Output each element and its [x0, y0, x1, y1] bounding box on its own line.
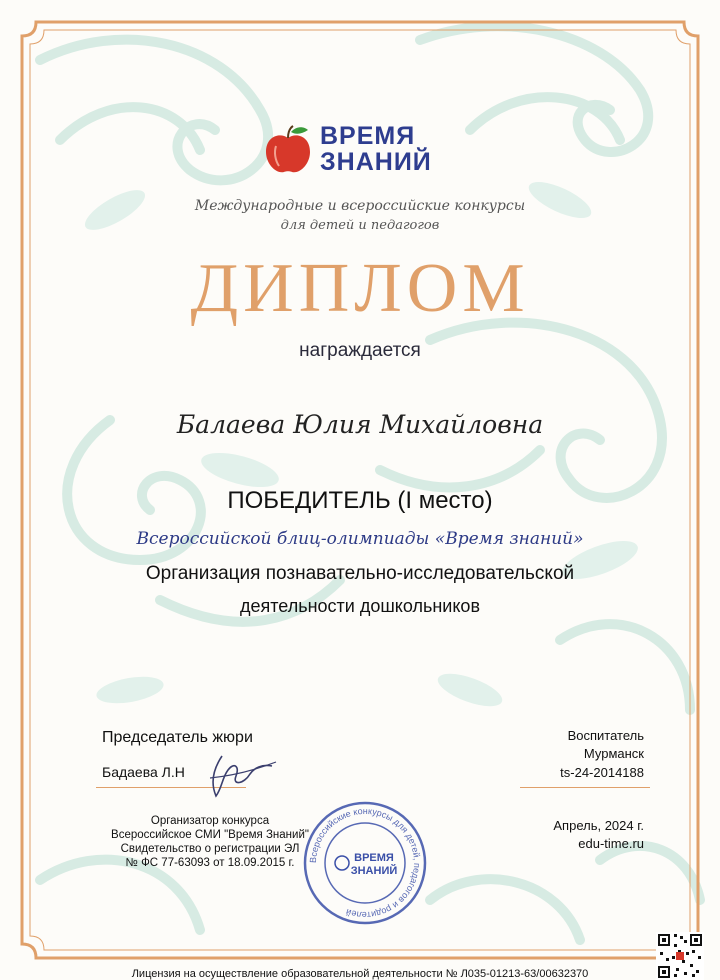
tagline-line2: для детей и педагогов	[280, 218, 440, 233]
signature-mark	[200, 748, 280, 804]
recipient-name: Балаева Юлия Михайловна	[176, 410, 544, 439]
tagline-line1: Международные и всероссийские конкурсы	[194, 198, 526, 214]
awarded-label: награждается	[299, 340, 421, 361]
stamp-ring-text: Всероссийские конкурсы для детей, педагогов и родителей	[307, 805, 423, 921]
teacher-position: Воспитатель	[567, 728, 644, 743]
stamp-brand-line1: ВРЕМЯ	[354, 852, 394, 864]
stamp-apple-icon	[335, 856, 349, 870]
teacher-city: Мурманск	[583, 746, 644, 761]
organizer-line1: Организатор конкурса	[150, 815, 270, 827]
official-stamp	[302, 800, 428, 926]
brand-logo	[262, 118, 462, 182]
website-link[interactable]: edu-time.ru	[578, 836, 644, 851]
olympiad-name: Всероссийской блиц-олимпиады «Время знаний»	[136, 529, 584, 549]
award-place: ПОБЕДИТЕЛЬ (I место)	[227, 487, 493, 514]
license-text: Лицензия на осуществление образовательной деятельности № Л035-01213-63/00632370	[131, 968, 589, 980]
brand-name-line2: ЗНАНИЙ	[320, 148, 432, 176]
topic-line1: Организация познавательно-исследовательской	[145, 563, 575, 584]
signature-line-right	[520, 787, 650, 788]
apple-icon	[262, 124, 314, 176]
jury-chair-role: Председатель жюри	[102, 729, 253, 746]
topic-line2: деятельности дошкольников	[239, 596, 481, 616]
diploma-code: ts-24-2014188	[560, 765, 644, 780]
brand-name-line1: ВРЕМЯ	[320, 122, 416, 150]
jury-chair-name: Бадаева Л.Н	[102, 764, 185, 780]
organizer-line2: Всероссийское СМИ "Время Знаний"	[111, 829, 309, 841]
organizer-line4: № ФС 77-63093 от 18.09.2015 г.	[125, 857, 295, 869]
stamp-brand-line2: ЗНАНИЙ	[350, 865, 398, 877]
diploma-title: ДИПЛОМ	[190, 250, 530, 327]
issue-date: Апрель, 2024 г.	[553, 818, 644, 833]
organizer-line3: Свидетельство о регистрации ЭЛ	[120, 843, 300, 855]
